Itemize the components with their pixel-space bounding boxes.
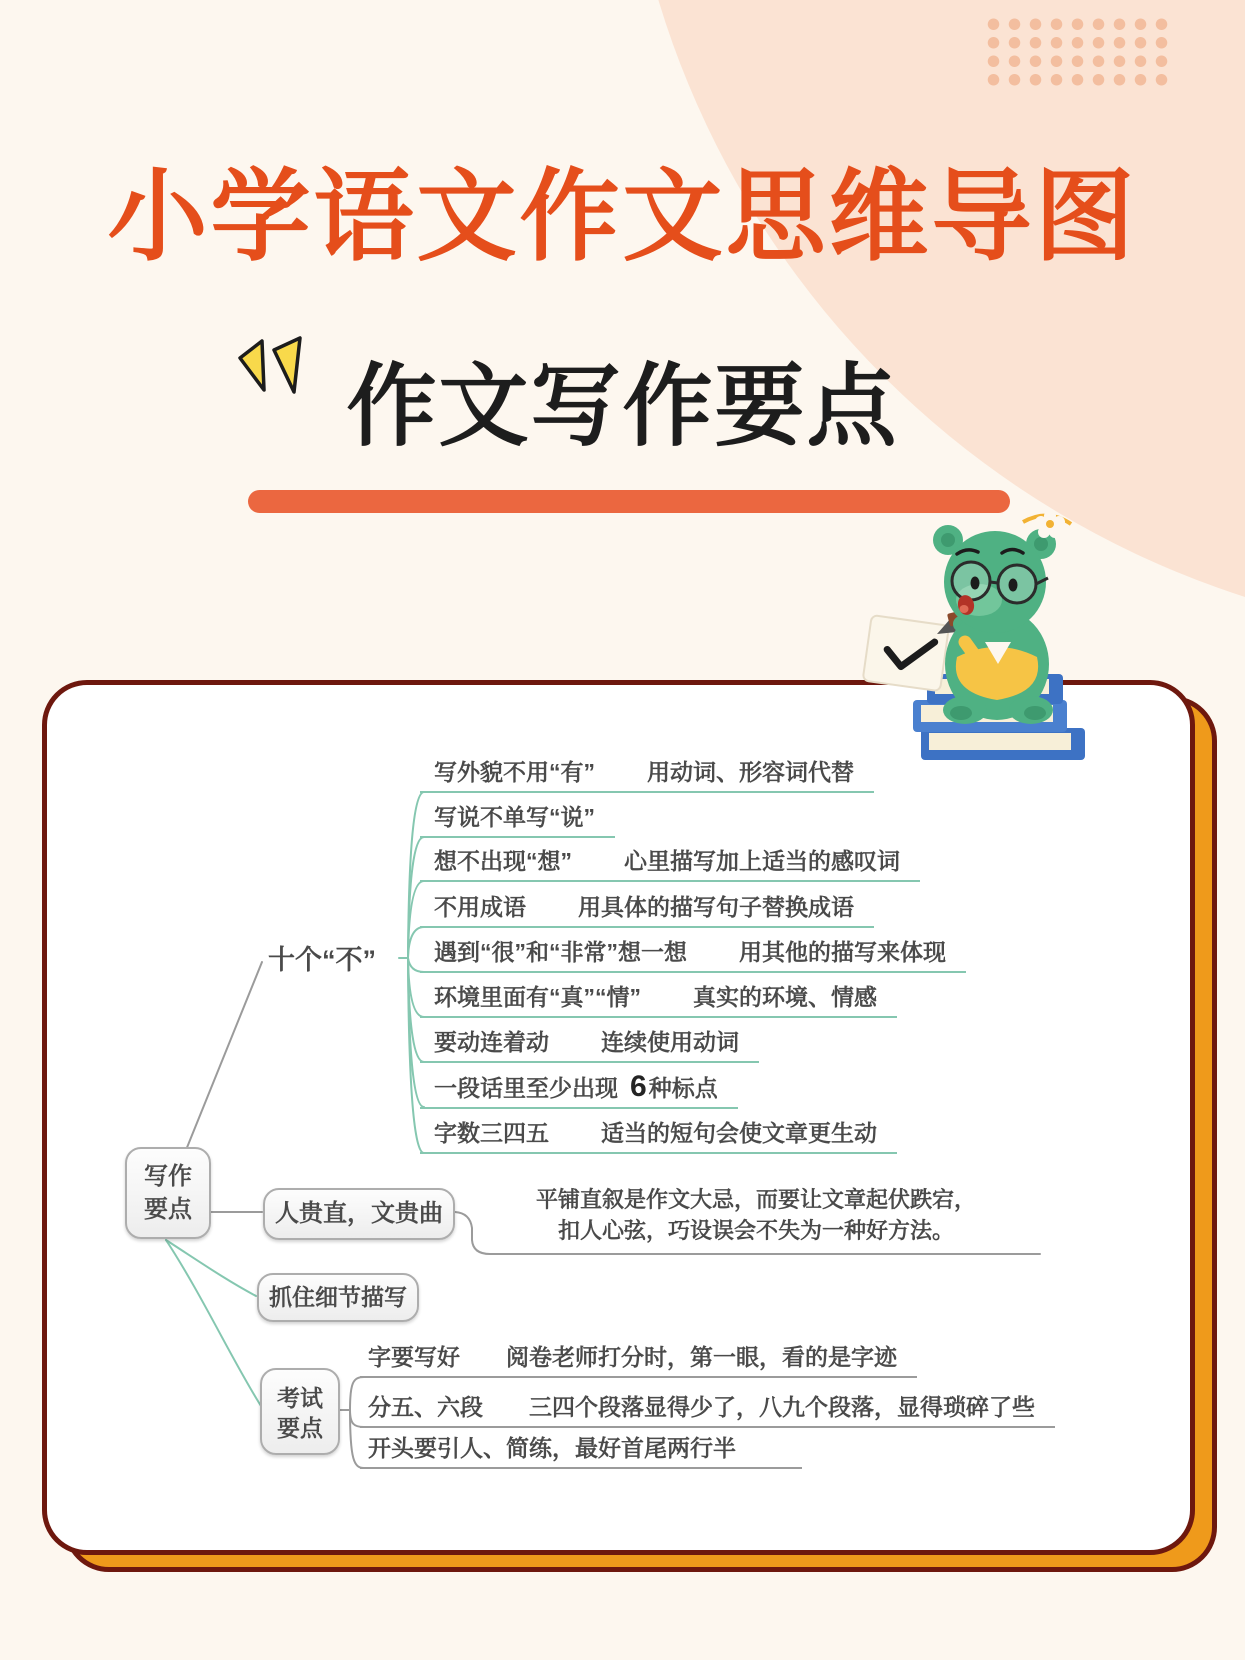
item-number: 6 [630, 1070, 647, 1103]
branch-node-exam [260, 1368, 340, 1455]
exam-item [360, 1343, 917, 1378]
ten-nots-item [420, 803, 615, 838]
item-head: 要动连着动 [434, 1029, 549, 1055]
item-head: 想不出现“想” [434, 848, 572, 874]
exam-item [360, 1393, 1055, 1428]
zhiqu-note [468, 1184, 1044, 1246]
item-tail: 用具体的描写句子替换成语 [578, 894, 854, 920]
ten-nots-item [420, 938, 966, 973]
ten-nots-item [420, 1119, 897, 1154]
branch-node-zhiqu: 人贵直，文贵曲 [263, 1188, 455, 1240]
root-node-line1: 写作 [144, 1163, 192, 1190]
item-tail: 连续使用动词 [601, 1029, 739, 1055]
checkmark-paper [863, 615, 949, 691]
exam-node-line2: 要点 [277, 1415, 323, 1441]
item-head: 字要写好 [368, 1344, 460, 1370]
branch-node-detail: 抓住细节描写 [257, 1273, 419, 1322]
page-title: 小学语文作文思维导图 [107, 161, 1138, 273]
ten-nots-item [420, 1070, 738, 1109]
item-head: 环境里面有“真”“情” [434, 984, 641, 1010]
item-tail: 真实的环境、情感 [693, 984, 877, 1010]
page-subtitle: 作文写作要点 [346, 357, 899, 457]
root-node [125, 1147, 211, 1239]
item-head: 写外貌不用“有” [434, 759, 595, 785]
ten-nots-item [420, 983, 897, 1018]
branch-label-ten-nots: 十个“不” [268, 945, 376, 975]
zhiqu-note-line1: 平铺直叙是作文大忌，而要让文章起伏跌宕， [535, 1187, 976, 1212]
ten-nots-item [420, 847, 920, 882]
item-tail: 种标点 [648, 1075, 718, 1101]
ten-nots-item [420, 758, 874, 793]
exam-item [360, 1434, 802, 1469]
item-head: 不用成语 [434, 894, 526, 920]
bear-mascot [845, 492, 1095, 777]
item-tail: 三四个段落显得少了，八九个段落，显得琐碎了些 [529, 1394, 1035, 1420]
item-tail: 用动词、形容词代替 [647, 759, 854, 785]
ten-nots-item [420, 893, 874, 928]
item-head: 写说不单写“说” [434, 804, 595, 830]
root-node-line2: 要点 [144, 1196, 192, 1223]
zhiqu-note-line2: 扣人心弦，巧设误会不失为一种好方法。 [557, 1218, 954, 1243]
item-tail: 阅卷老师打分时，第一眼，看的是字迹 [506, 1344, 897, 1370]
item-head: 字数三四五 [434, 1120, 549, 1146]
item-head: 分五、六段 [368, 1394, 483, 1420]
item-tail: 适当的短句会使文章更生动 [601, 1120, 877, 1146]
item-tail: 心里描写加上适当的感叹词 [624, 848, 900, 874]
item-head: 一段话里至少出现 [434, 1075, 618, 1101]
item-head: 遇到“很”和“非常”想一想 [434, 939, 687, 965]
item-head: 开头要引人、简练，最好首尾两行半 [368, 1435, 736, 1461]
dots-pattern [983, 15, 1173, 89]
item-tail: 用其他的描写来体现 [739, 939, 946, 965]
exam-node-line1: 考试 [277, 1385, 323, 1411]
ten-nots-item [420, 1028, 759, 1063]
